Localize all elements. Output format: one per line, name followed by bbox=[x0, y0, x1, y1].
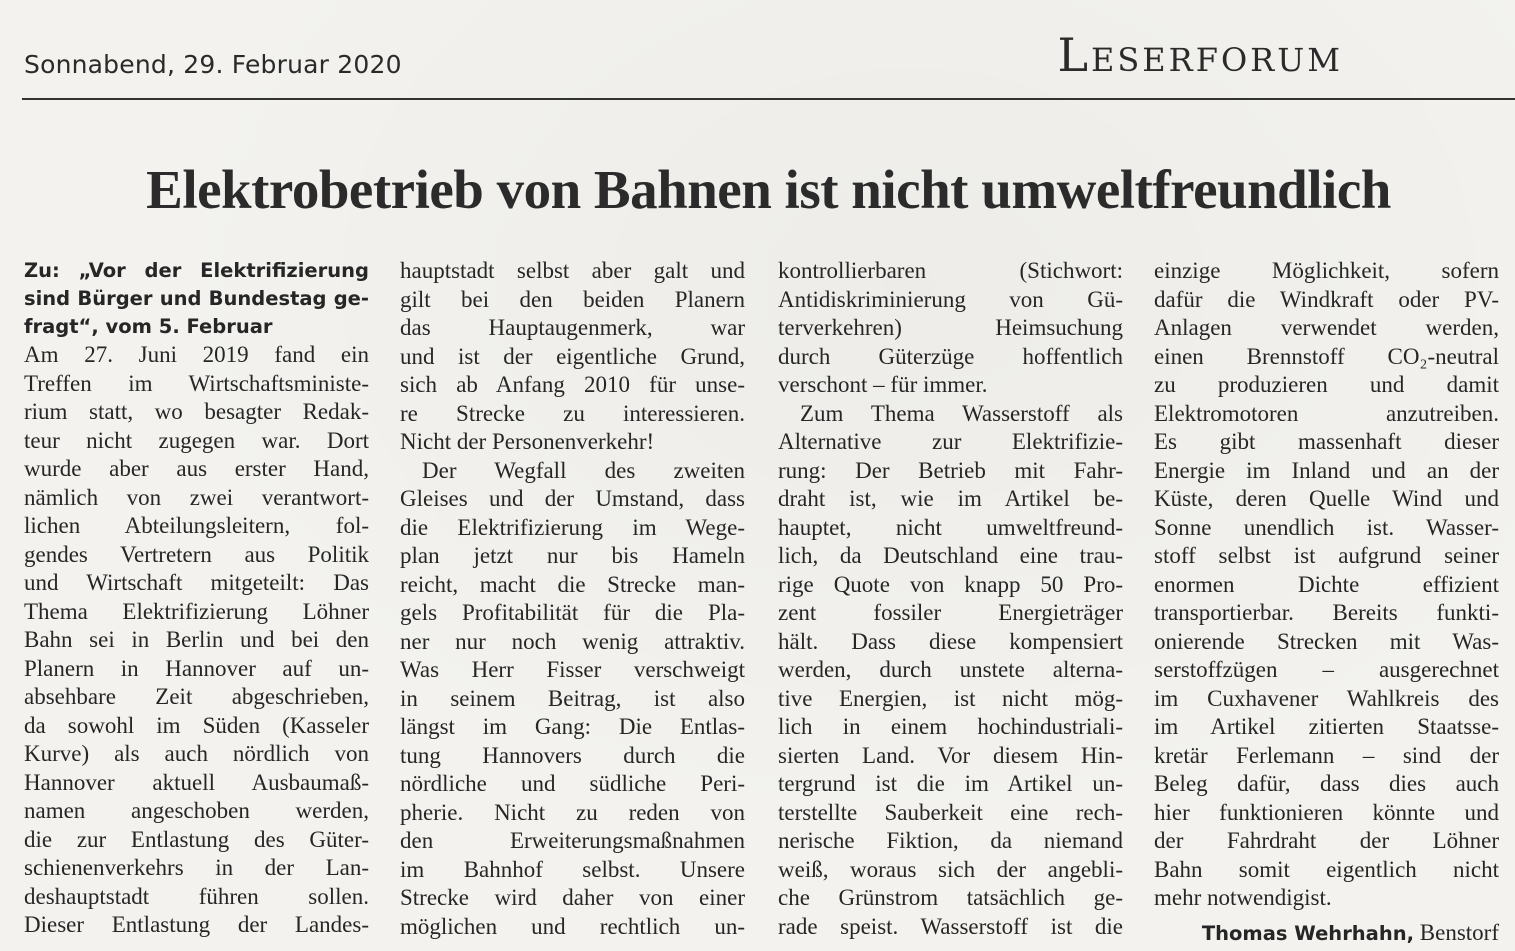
text-line: gels Profitabilität für die Pla- bbox=[400, 600, 745, 625]
text-line: hält. Dass diese kompensiert bbox=[778, 628, 1123, 654]
text-line: nördliche und südliche Peri- bbox=[400, 771, 745, 796]
text-line: pherie. Nicht zu reden von bbox=[400, 799, 745, 825]
text-line: hier funktionieren könnte und bbox=[1154, 799, 1499, 825]
text-line: serstoffzügen – ausgerechnet bbox=[1154, 657, 1499, 682]
text-line: gendes Vertretern aus Politik bbox=[24, 541, 369, 567]
text-line: Sonne unendlich ist. Wasser- bbox=[1154, 514, 1499, 540]
text-line: transportierbar. Bereits funkti- bbox=[1154, 600, 1499, 625]
text-line: da sowohl im Süden (Kasseler bbox=[24, 712, 369, 738]
text-line: Kurve) als auch nördlich von bbox=[24, 741, 369, 766]
text-line: rade speist. Wasserstoff ist die bbox=[778, 913, 1123, 939]
text-line: Energie im Inland und an der bbox=[1154, 457, 1499, 483]
text-line: Treffen im Wirtschaftsministe- bbox=[24, 370, 369, 396]
text-line: tive Energien, ist nicht mög- bbox=[778, 685, 1123, 711]
text-line: Thema Elektrifizierung Löhner bbox=[24, 598, 369, 624]
text-line: Elektromotoren anzutreiben. bbox=[1154, 400, 1499, 426]
text-line: terstellte Sauberkeit eine rech- bbox=[778, 799, 1123, 825]
text-line: hauptstadt selbst aber galt und bbox=[400, 258, 745, 283]
text-line: Anlagen verwendet werden, bbox=[1154, 315, 1499, 340]
text-line: im Bahnhof selbst. Unsere bbox=[400, 856, 745, 882]
text-line: namen angeschoben werden, bbox=[24, 798, 369, 823]
text-line: Es gibt massenhaft dieser bbox=[1154, 429, 1499, 454]
text-line: Dieser Entlastung der Landes- bbox=[24, 912, 369, 937]
text-line: das Hauptaugenmerk, war bbox=[400, 315, 745, 340]
text-line: Am 27. Juni 2019 fand ein bbox=[24, 342, 369, 367]
text-line: deshauptstadt führen sollen. bbox=[24, 883, 369, 909]
text-line: tergrund ist die im Artikel un- bbox=[778, 771, 1123, 796]
text-line: sich ab Anfang 2010 für unse- bbox=[400, 372, 745, 397]
article-column-4 bbox=[1154, 257, 1499, 947]
author-name: Thomas Wehrhahn, bbox=[1201, 921, 1415, 945]
text-line: wurde aber aus erster Hand, bbox=[24, 456, 369, 481]
text-line: möglichen und rechtlich un- bbox=[400, 913, 745, 939]
article-headline: Elektrobetrieb von Bahnen ist nicht umweltfreundlich bbox=[146, 159, 1391, 220]
text-line: im Artikel zitierten Staatsse- bbox=[1154, 714, 1499, 739]
text-line: rige Quote von knapp 50 Pro- bbox=[778, 571, 1123, 597]
text-line: rium statt, wo besagter Redak- bbox=[24, 399, 369, 424]
text-line: und Wirtschaft mitgeteilt: Das bbox=[24, 570, 369, 595]
author-signature bbox=[1154, 919, 1499, 948]
text-line: Hannover aktuell Ausbaumaß- bbox=[24, 769, 369, 795]
text-line: hauptet, nicht umweltfreund- bbox=[778, 514, 1123, 540]
text-line: zent fossiler Energieträger bbox=[778, 600, 1123, 625]
text-line: lichen Abteilungsleitern, fol- bbox=[24, 513, 369, 538]
text-line: die Elektrifizierung im Wege- bbox=[400, 514, 745, 540]
text-line: plan jetzt nur bis Hameln bbox=[400, 543, 745, 568]
text-line: lich in einem hochindustriali- bbox=[778, 714, 1123, 739]
issue-date: Sonnabend, 29. Februar 2020 bbox=[24, 50, 402, 79]
text-line: weiß, woraus sich der angebli- bbox=[778, 856, 1123, 882]
section-title: Leserforum bbox=[1057, 28, 1343, 82]
text-line: durch Güterzüge hoffentlich bbox=[778, 343, 1123, 369]
text-line: reicht, macht die Strecke man- bbox=[400, 571, 745, 597]
text-line: kontrollierbaren (Stichwort: bbox=[778, 258, 1123, 283]
text-line: schienenverkehrs in der Lan- bbox=[24, 855, 369, 880]
text-line: Bahn somit eigentlich nicht bbox=[1154, 856, 1499, 882]
text-line: kretär Ferlemann – sind der bbox=[1154, 742, 1499, 768]
text-line: enormen Dichte effizient bbox=[1154, 571, 1499, 597]
text-line: stoff selbst ist aufgrund seiner bbox=[1154, 543, 1499, 568]
text-line: Antidiskriminierung von Gü- bbox=[778, 286, 1123, 312]
text-line: tung Hannovers durch die bbox=[400, 742, 745, 768]
reference-line: sind Bürger und Bundestag ge- bbox=[24, 287, 369, 310]
text-line: dafür die Windkraft oder PV- bbox=[1154, 286, 1499, 312]
text-line: draht ist, wie im Artikel be- bbox=[778, 486, 1123, 511]
text-line: sierten Land. Vor diesem Hin- bbox=[778, 742, 1123, 768]
text-line: Zum Thema Wasserstoff als bbox=[800, 400, 1123, 426]
author-place: Benstorf bbox=[1419, 919, 1499, 945]
text-line: Gleises und der Umstand, dass bbox=[400, 486, 745, 511]
text-line: che Grünstrom tatsächlich ge- bbox=[778, 885, 1123, 910]
text-line: absehbare Zeit abgeschrieben, bbox=[24, 684, 369, 709]
text-line: einzige Möglichkeit, sofern bbox=[1154, 258, 1499, 283]
text-line: der Fahrdraht der Löhner bbox=[1154, 828, 1499, 853]
text-line: nämlich von zwei verantwort- bbox=[24, 484, 369, 510]
text-line: nerische Fiktion, da niemand bbox=[778, 828, 1123, 853]
text-line: terverkehren) Heimsuchung bbox=[778, 315, 1123, 340]
text-line: Planern in Hannover auf un- bbox=[24, 655, 369, 681]
text-line: Nicht der Personenverkehr! bbox=[400, 429, 655, 454]
text-line: mehr notwendigist. bbox=[1154, 885, 1332, 910]
reference-line: fragt“, vom 5. Februar bbox=[24, 315, 273, 338]
text-line: Beleg dafür, dass dies auch bbox=[1154, 771, 1499, 796]
text-line: und ist der eigentliche Grund, bbox=[400, 343, 745, 369]
text-line: werden, durch unstete alterna- bbox=[778, 657, 1123, 682]
text-line: verschont – für immer. bbox=[778, 372, 988, 397]
header-divider bbox=[22, 98, 1515, 100]
text-line: Was Herr Fisser verschweigt bbox=[400, 657, 745, 682]
text-line: den Erweiterungsmaßnahmen bbox=[400, 828, 745, 853]
text-line: gilt bei den beiden Planern bbox=[400, 286, 745, 312]
text-line: im Cuxhavener Wahlkreis des bbox=[1154, 685, 1499, 711]
text-line: Der Wegfall des zweiten bbox=[422, 457, 745, 483]
text-line: teur nicht zugegen war. Dort bbox=[24, 427, 369, 453]
article-column-3 bbox=[778, 257, 1123, 941]
article-body bbox=[24, 257, 1498, 951]
text-line: Küste, deren Quelle Wind und bbox=[1154, 486, 1499, 511]
text-line: Alternative zur Elektrifizie- bbox=[778, 429, 1123, 454]
text-line: längst im Gang: Die Entlas- bbox=[400, 714, 745, 739]
text-line: re Strecke zu interessieren. bbox=[400, 400, 745, 426]
text-line: einen Brennstoff CO₂-neutral bbox=[1154, 343, 1499, 369]
text-line: onierende Strecken mit Was- bbox=[1154, 628, 1499, 654]
reference-line: Zu: „Vor der Elektrifizierung bbox=[24, 259, 369, 282]
text-line: zu produzieren und damit bbox=[1154, 372, 1499, 397]
article-column-2 bbox=[400, 257, 745, 941]
text-line: Strecke wird daher von einer bbox=[400, 885, 745, 910]
text-line: in seinem Beitrag, ist also bbox=[400, 685, 745, 711]
text-line: ner nur noch wenig attraktiv. bbox=[400, 628, 745, 654]
text-line: rung: Der Betrieb mit Fahr- bbox=[778, 457, 1123, 483]
text-line: Bahn sei in Berlin und bei den bbox=[24, 627, 369, 652]
article-column-1 bbox=[24, 257, 369, 940]
text-line: lich, da Deutschland eine trau- bbox=[778, 543, 1123, 568]
text-line: die zur Entlastung des Güter- bbox=[24, 826, 369, 852]
